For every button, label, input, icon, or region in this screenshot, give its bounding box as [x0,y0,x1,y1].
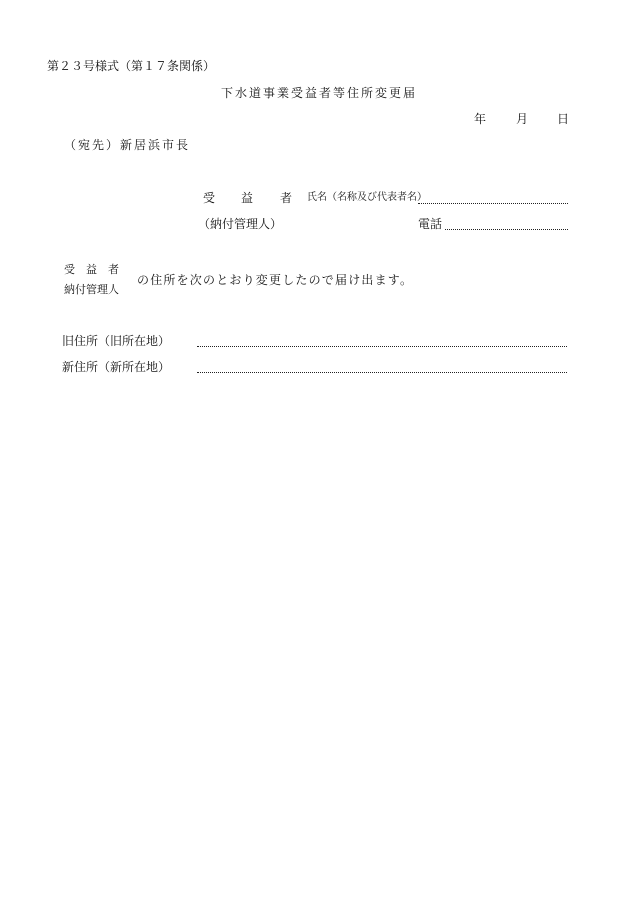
name-field[interactable] [418,203,568,204]
phone-field-label: 電話 [418,217,443,231]
old-address-label: 旧住所（旧所在地） [62,334,171,348]
date-day-label: 日 [557,112,570,126]
phone-field[interactable] [445,229,568,230]
beneficiary-label-char-1: 受 [203,191,216,205]
payment-manager-label: （納付管理人） [198,217,283,231]
old-address-field[interactable] [197,346,567,347]
statement-role-beneficiary: 受 益 者 [64,263,119,276]
addressee: （宛先）新居浜市長 [64,138,191,152]
statement-role-manager: 納付管理人 [64,283,119,296]
beneficiary-label-char-3: 者 [280,191,293,205]
form-title: 下水道事業受益者等住所変更届 [221,86,418,100]
beneficiary-label-char-2: 益 [241,191,254,205]
new-address-field[interactable] [197,372,567,373]
date-year-label: 年 [474,112,487,126]
form-number-header: 第２３号様式（第１７条関係） [47,59,216,73]
statement-text: の住所を次のとおり変更したので届け出ます。 [137,273,414,287]
date-month-label: 月 [516,112,529,126]
new-address-label: 新住所（新所在地） [62,360,171,374]
name-field-label: 氏名（名称及び代表者名） [307,192,427,203]
